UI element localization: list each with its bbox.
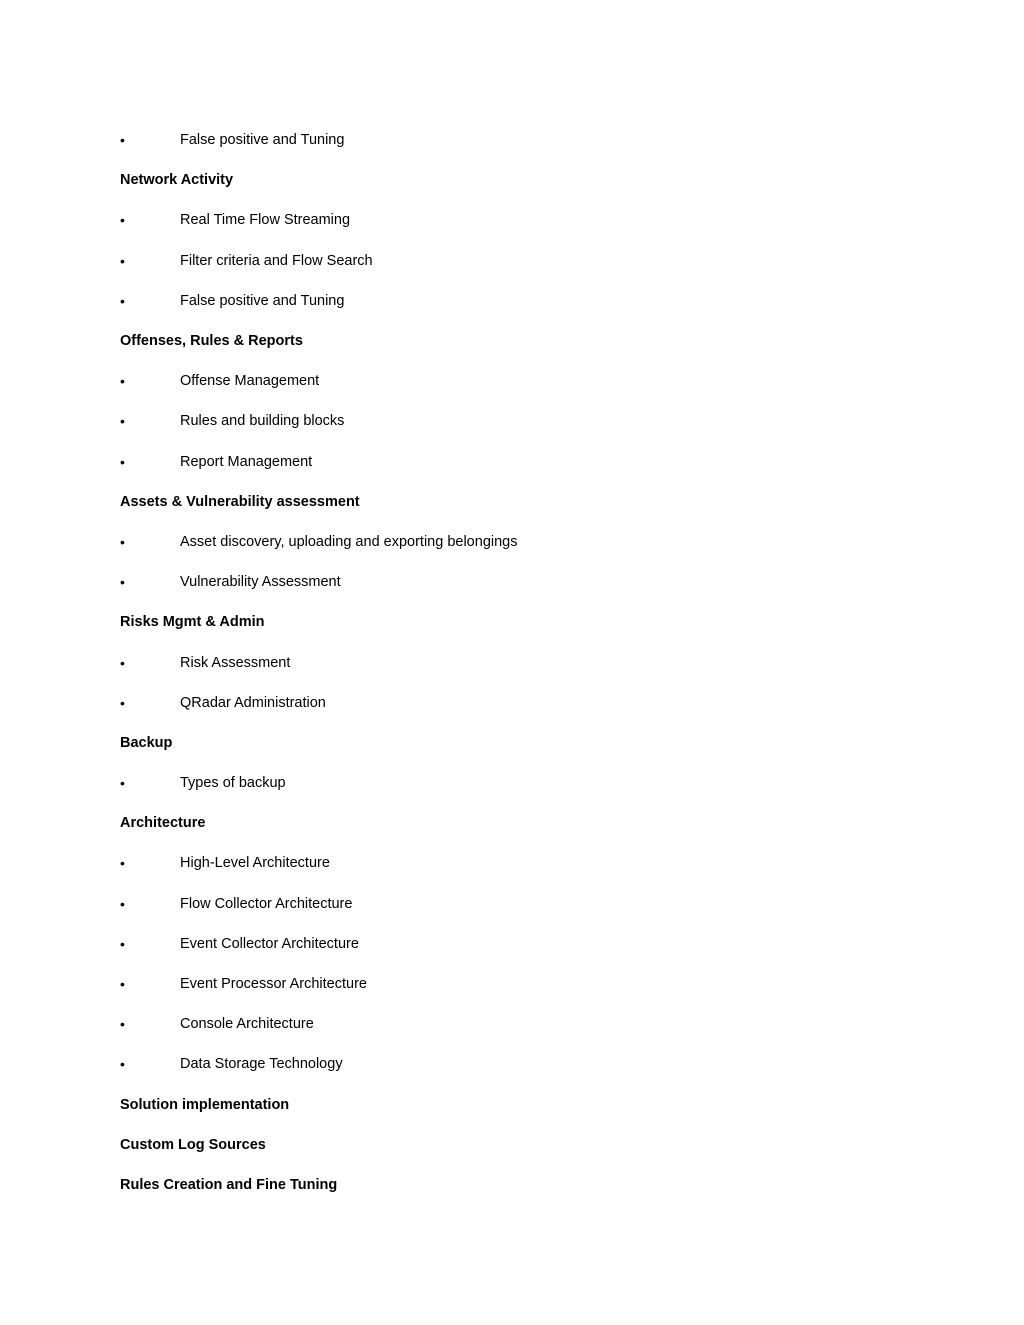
bullet-marker: • — [120, 654, 125, 671]
list-item-text: Rules and building blocks — [180, 413, 345, 430]
list-item-text: Types of backup — [180, 775, 286, 792]
list-item-text: False positive and Tuning — [180, 292, 345, 309]
list-item — [120, 120, 900, 160]
list-item-text: High-Level Architecture — [180, 855, 330, 872]
document-content — [120, 120, 900, 1205]
list-item — [120, 642, 900, 682]
list-item-text: Asset discovery, uploading and exporting belongings — [180, 533, 518, 550]
list-item — [120, 683, 900, 723]
bullet-marker: • — [120, 453, 125, 470]
bullet-marker: • — [120, 976, 125, 993]
list-item — [120, 442, 900, 482]
list-item-text: Console Architecture — [180, 1016, 314, 1033]
section-heading: Risks Mgmt & Admin — [120, 614, 265, 631]
section-heading: Architecture — [120, 815, 206, 832]
bullet-marker: • — [120, 212, 125, 229]
bullet-marker: • — [120, 132, 125, 149]
list-item-text: Event Processor Architecture — [180, 976, 367, 993]
list-item-text: Report Management — [180, 453, 313, 470]
list-item — [120, 924, 900, 964]
list-item — [120, 1004, 900, 1044]
bullet-marker: • — [120, 775, 125, 792]
list-item — [120, 843, 900, 883]
bullet-marker: • — [120, 855, 125, 872]
bullet-marker: • — [120, 533, 125, 550]
list-item-text: QRadar Administration — [180, 694, 326, 711]
list-item — [120, 281, 900, 321]
bullet-marker: • — [120, 1016, 125, 1033]
list-item — [120, 401, 900, 441]
bullet-marker: • — [120, 252, 125, 269]
list-item-text: False positive and Tuning — [180, 132, 345, 149]
list-item — [120, 1044, 900, 1084]
bullet-marker: • — [120, 895, 125, 912]
list-item — [120, 562, 900, 602]
section-heading: Offenses, Rules & Reports — [120, 333, 303, 350]
bullet-marker: • — [120, 935, 125, 952]
list-item-text: Vulnerability Assessment — [180, 574, 341, 591]
list-item-text: Risk Assessment — [180, 654, 291, 671]
bullet-marker: • — [120, 292, 125, 309]
list-item-text: Flow Collector Architecture — [180, 895, 353, 912]
bullet-marker: • — [120, 574, 125, 591]
bullet-marker: • — [120, 413, 125, 430]
list-item-text: Real Time Flow Streaming — [180, 212, 351, 229]
list-item — [120, 361, 900, 401]
list-item — [120, 200, 900, 240]
bullet-marker: • — [120, 373, 125, 390]
list-item — [120, 964, 900, 1004]
section-heading: Rules Creation and Fine Tuning — [120, 1176, 338, 1193]
list-item-text: Event Collector Architecture — [180, 935, 359, 952]
list-item-text: Data Storage Technology — [180, 1056, 343, 1073]
bullet-marker: • — [120, 694, 125, 711]
section-heading: Assets & Vulnerability assessment — [120, 493, 360, 510]
section-heading: Solution implementation — [120, 1096, 290, 1113]
list-item — [120, 522, 900, 562]
bullet-marker: • — [120, 1056, 125, 1073]
section-heading: Custom Log Sources — [120, 1136, 266, 1153]
list-item — [120, 763, 900, 803]
list-item-text: Filter criteria and Flow Search — [180, 252, 373, 269]
section-heading: Backup — [120, 734, 173, 751]
list-item — [120, 241, 900, 281]
list-item — [120, 884, 900, 924]
list-item-text: Offense Management — [180, 373, 320, 390]
section-heading: Network Activity — [120, 172, 234, 189]
